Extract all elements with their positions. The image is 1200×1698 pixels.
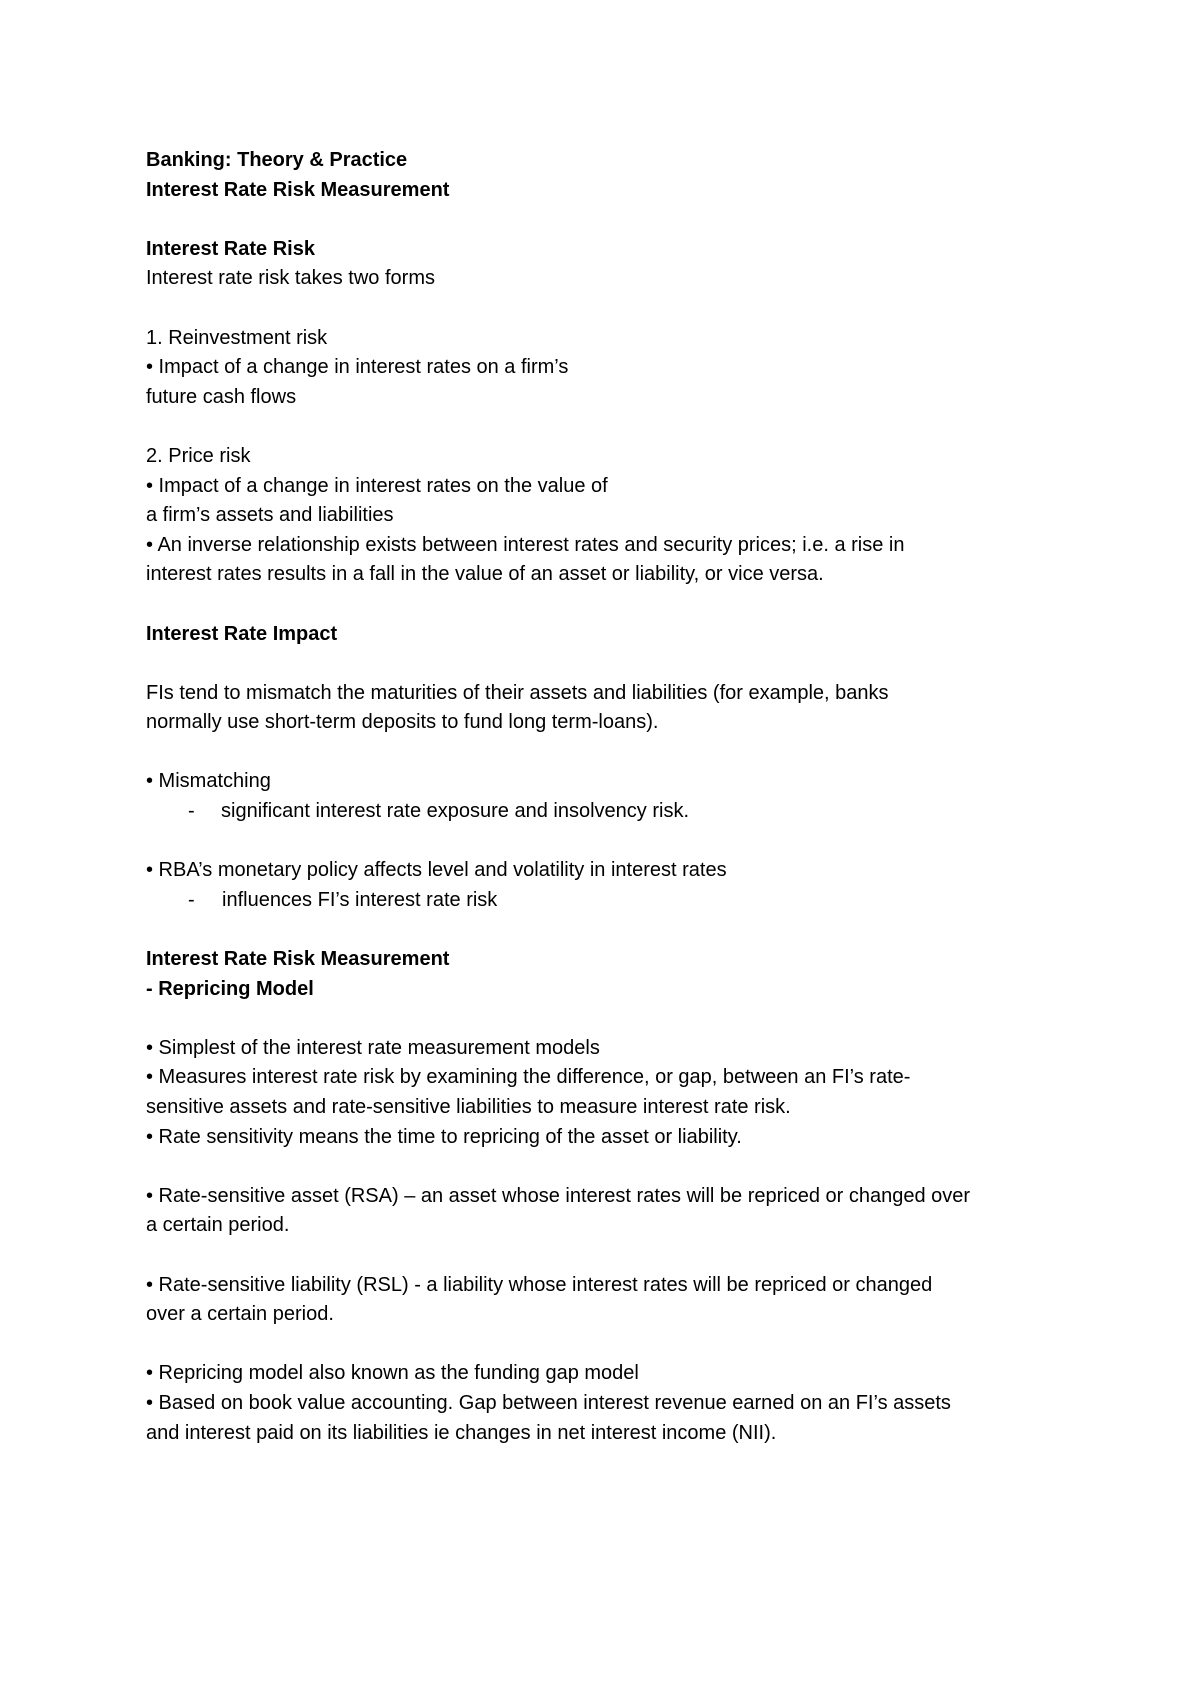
list-item-title-price-risk: 2. Price risk (146, 444, 251, 467)
spacer (146, 294, 1086, 324)
section-subheading-repricing-model: - Repricing Model (146, 977, 314, 1000)
list-item-title-reinvestment-risk: 1. Reinvestment risk (146, 326, 328, 349)
spacer (146, 1330, 1086, 1360)
bullet-price-2-line-2: interest rates results in a fall in the value of an asset or liability, or vice versa. (146, 563, 824, 586)
spacer (146, 1241, 1086, 1271)
bullet-rsl-line-1: • Rate-sensitive liability (RSL) - a liability whose interest rates will be repriced or changed (146, 1273, 933, 1296)
paragraph-mismatch-line-1: FIs tend to mismatch the maturities of their assets and liabilities (for example, banks (146, 681, 889, 704)
bullet-rba-policy: • RBA’s monetary policy affects level and volatility in interest rates (146, 859, 727, 882)
bullet-mismatching: • Mismatching (146, 770, 271, 793)
spacer (146, 1152, 1086, 1182)
bullet-price-1-line-1: • Impact of a change in interest rates on the value of (146, 474, 608, 497)
section-heading-measurement: Interest Rate Risk Measurement (146, 948, 450, 971)
bullet-rsa-line-1: • Rate-sensitive asset (RSA) – an asset whose interest rates will be repriced or changed over (146, 1184, 971, 1207)
section-heading-interest-rate-risk: Interest Rate Risk (146, 237, 315, 260)
document-page (146, 146, 1086, 1448)
bullet-price-1-line-2: a firm’s assets and liabilities (146, 504, 394, 527)
spacer (146, 590, 1086, 620)
bullet-price-2-line-1: • An inverse relationship exists between interest rates and security prices; i.e. a rise in (146, 533, 905, 556)
bullet-reinvestment-line-1: • Impact of a change in interest rates on a firm’s (146, 356, 569, 379)
sub-item-mismatching (146, 797, 1086, 827)
paragraph-mismatch-line-2: normally use short-term deposits to fund long term-loans). (146, 711, 659, 734)
spacer (146, 412, 1086, 442)
topic-title: Interest Rate Risk Measurement (146, 178, 450, 201)
bullet-book-value-line-1: • Based on book value accounting. Gap between interest revenue earned on an FI’s assets (146, 1391, 951, 1414)
spacer (146, 205, 1086, 235)
bullet-simplest-model: • Simplest of the interest rate measurement models (146, 1036, 600, 1059)
spacer (146, 649, 1086, 679)
spacer (146, 915, 1086, 945)
bullet-rsl-line-2: over a certain period. (146, 1303, 334, 1326)
bullet-book-value-line-2: and interest paid on its liabilities ie changes in net interest income (NII). (146, 1421, 777, 1444)
spacer (146, 827, 1086, 857)
sub-item-text: significant interest rate exposure and insolvency risk. (221, 800, 690, 823)
dash-marker: - (188, 800, 195, 823)
course-title: Banking: Theory & Practice (146, 149, 408, 171)
sub-item-rba (146, 886, 1086, 916)
bullet-gap-line-1: • Measures interest rate risk by examining the difference, or gap, between an FI’s rate- (146, 1066, 911, 1089)
paragraph-intro: Interest rate risk takes two forms (146, 267, 435, 290)
bullet-rate-sensitivity: • Rate sensitivity means the time to repricing of the asset or liability. (146, 1125, 742, 1148)
spacer (146, 1004, 1086, 1034)
spacer (146, 738, 1086, 768)
sub-item-text: influences FI’s interest rate risk (222, 888, 498, 911)
bullet-gap-line-2: sensitive assets and rate-sensitive liabilities to measure interest rate risk. (146, 1096, 791, 1118)
bullet-rsa-line-2: a certain period. (146, 1214, 290, 1237)
bullet-funding-gap: • Repricing model also known as the funding gap model (146, 1362, 639, 1385)
bullet-reinvestment-line-2: future cash flows (146, 385, 297, 408)
dash-marker: - (188, 888, 195, 911)
section-heading-interest-rate-impact: Interest Rate Impact (146, 622, 338, 645)
